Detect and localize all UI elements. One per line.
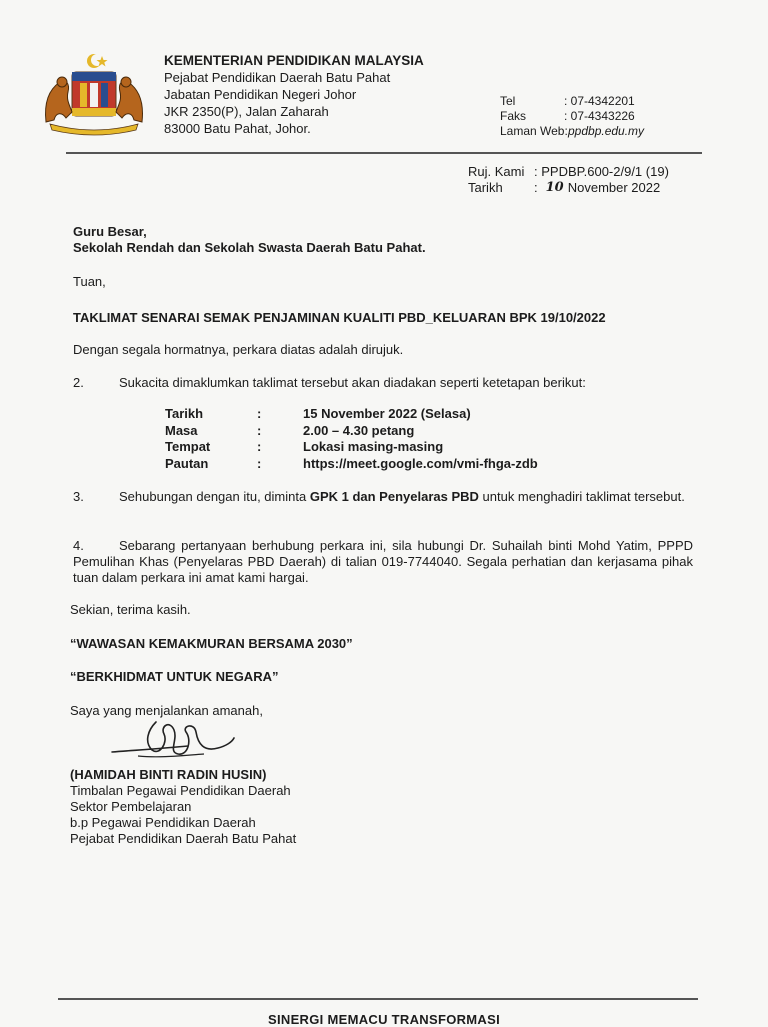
- salutation: Tuan,: [73, 274, 106, 289]
- detail-colon: :: [257, 455, 262, 471]
- signatory-title-1: Timbalan Pegawai Pendidikan Daerah: [70, 783, 291, 798]
- detail-label: Pautan: [165, 455, 209, 471]
- recipient-line-2: Sekolah Rendah dan Sekolah Swasta Daerah Batu Pahat.: [73, 240, 426, 255]
- reference-block: [468, 164, 669, 196]
- tel-row: [500, 94, 644, 109]
- coat-of-arms-logo: [40, 52, 148, 136]
- detail-row: [165, 439, 538, 456]
- paragraph-2-number: 2.: [73, 375, 84, 390]
- paragraph-1: Dengan segala hormatnya, perkara diatas adalah dirujuk.: [73, 342, 404, 357]
- signatory-block: [70, 767, 296, 847]
- reference-row: [468, 164, 669, 180]
- reference-value: : PPDBP.600-2/9/1 (19): [534, 164, 669, 179]
- letterhead-contact: [500, 94, 644, 139]
- ministry-name: KEMENTERIAN PENDIDIKAN MALAYSIA: [164, 53, 424, 68]
- address-line-2: 83000 Batu Pahat, Johor.: [164, 121, 311, 136]
- motto-1: “WAWASAN KEMAKMURAN BERSAMA 2030”: [70, 636, 353, 651]
- letterhead-organization: [164, 52, 424, 137]
- sign-off: Saya yang menjalankan amanah,: [70, 703, 263, 718]
- paragraph-3-text-b: untuk menghadiri taklimat tersebut.: [478, 489, 685, 504]
- web-label: Laman Web:: [500, 124, 568, 138]
- date-label: Tarikh: [468, 180, 503, 195]
- detail-label: Masa: [165, 422, 198, 438]
- detail-label: Tempat: [165, 439, 211, 454]
- department-name: Jabatan Pendidikan Negeri Johor: [164, 87, 357, 102]
- footer-divider: [58, 998, 698, 1000]
- detail-value: 2.00 – 4.30 petang: [303, 422, 415, 438]
- detail-value: Lokasi masing-masing: [303, 439, 444, 454]
- detail-row: [165, 423, 538, 440]
- paragraph-3: [73, 489, 693, 505]
- signatory-title-3: b.p Pegawai Pendidikan Daerah: [70, 815, 256, 830]
- paragraph-3-text-a: Sehubungan dengan itu, diminta: [119, 489, 310, 504]
- detail-colon: :: [257, 439, 262, 454]
- tel-label: Tel: [500, 94, 516, 108]
- paragraph-4-number: 4.: [73, 538, 84, 553]
- handwritten-signature: [108, 712, 238, 768]
- paragraph-3-bold: GPK 1 dan Penyelaras PBD: [309, 489, 479, 504]
- office-name: Pejabat Pendidikan Daerah Batu Pahat: [164, 70, 391, 85]
- fax-label: Faks: [500, 109, 527, 123]
- fax-row: [500, 109, 644, 124]
- motto-2: “BERKHIDMAT UNTUK NEGARA”: [70, 669, 279, 684]
- footer-slogan: SINERGI MEMACU TRANSFORMASI: [268, 1012, 500, 1027]
- paragraph-4: [73, 538, 693, 586]
- detail-colon: :: [257, 422, 262, 438]
- web-value: ppdbp.edu.my: [568, 124, 645, 138]
- closing-line: Sekian, terima kasih.: [70, 602, 191, 617]
- date-row: [468, 180, 669, 196]
- paragraph-3-number: 3.: [73, 489, 84, 504]
- web-row: [500, 124, 644, 139]
- recipient-line-1: Guru Besar,: [73, 224, 147, 239]
- date-day-handwritten: 10: [545, 180, 564, 195]
- meeting-link[interactable]: https://meet.google.com/vmi-fhga-zdb: [303, 455, 538, 471]
- subject-line: TAKLIMAT SENARAI SEMAK PENJAMINAN KUALITI PBD_KELUARAN BPK 19/10/2022: [73, 310, 606, 325]
- detail-row: [165, 406, 538, 423]
- detail-row: [165, 456, 538, 473]
- reference-label: Ruj. Kami: [468, 164, 525, 179]
- paragraph-4-text: Sebarang pertanyaan berhubung perkara ini, sila hubungi Dr. Suhailah binti Mohd Yatim, PPPD Pemulihan Khas (Penyelaras PBD Daerah) di talian 019-7744040. Segala perhatian dan kerjasama pihak tuan dalam perkara ini amat kami hargai.: [73, 538, 693, 585]
- detail-value: 15 November 2022 (Selasa): [303, 406, 471, 421]
- date-colon: :: [534, 180, 538, 195]
- paragraph-2-text: Sukacita dimaklumkan taklimat tersebut akan diadakan seperti ketetapan berikut:: [119, 375, 586, 390]
- paragraph-2: [73, 375, 698, 391]
- address-line-1: JKR 2350(P), Jalan Zaharah: [164, 104, 329, 119]
- signatory-name: (HAMIDAH BINTI RADIN HUSIN): [70, 767, 267, 782]
- detail-label: Tarikh: [165, 406, 204, 421]
- date-rest: November 2022: [567, 180, 661, 195]
- meeting-details: [165, 406, 538, 472]
- tel-value: : 07-4342201: [564, 94, 635, 108]
- recipient-block: [73, 224, 426, 256]
- fax-value: : 07-4343226: [564, 109, 635, 123]
- detail-colon: :: [257, 406, 262, 421]
- header-divider: [66, 152, 702, 154]
- signatory-title-4: Pejabat Pendidikan Daerah Batu Pahat: [70, 831, 297, 846]
- signatory-title-2: Sektor Pembelajaran: [70, 799, 192, 814]
